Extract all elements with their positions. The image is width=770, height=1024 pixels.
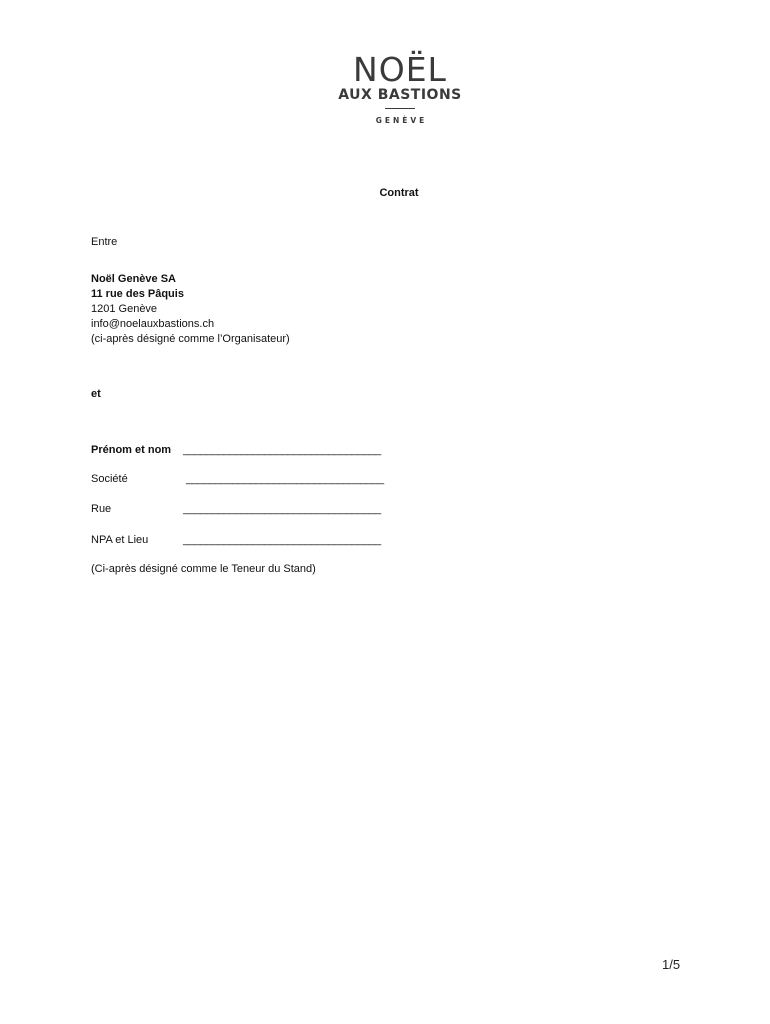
form-line-name: __________________________________ [183,444,381,456]
page-number: 1/5 [662,957,681,972]
logo-subtitle: AUX BASTIONS [338,87,462,103]
form-label-postcode: NPA et Lieu [91,534,149,546]
organizer-name: Noël Genève SA [91,273,176,285]
organizer-city: 1201 Genève [91,303,158,315]
form-label-company: Société [91,473,128,485]
organizer-street: 11 rue des Pâquis [91,288,184,300]
connector-text: et [91,388,101,400]
form-label-name: Prénom et nom [91,444,172,456]
form-line-postcode: __________________________________ [183,534,381,546]
organizer-email: info@noelauxbastions.ch [91,318,215,330]
document-title: Contrat [379,187,419,199]
form-line-company: __________________________________ [186,473,384,485]
form-line-street: __________________________________ [183,503,381,515]
stand-holder-designation: (Ci-après désigné comme le Teneur du Stand) [91,563,316,575]
logo [300,52,500,126]
form-label-street: Rue [91,503,112,515]
intro-text: Entre [91,236,118,248]
logo-title: NOËL [353,50,447,89]
organizer-designation: (ci-après désigné comme l’Organisateur) [91,333,290,345]
logo-divider [385,108,415,109]
logo-city: GENÈVE [375,116,428,125]
